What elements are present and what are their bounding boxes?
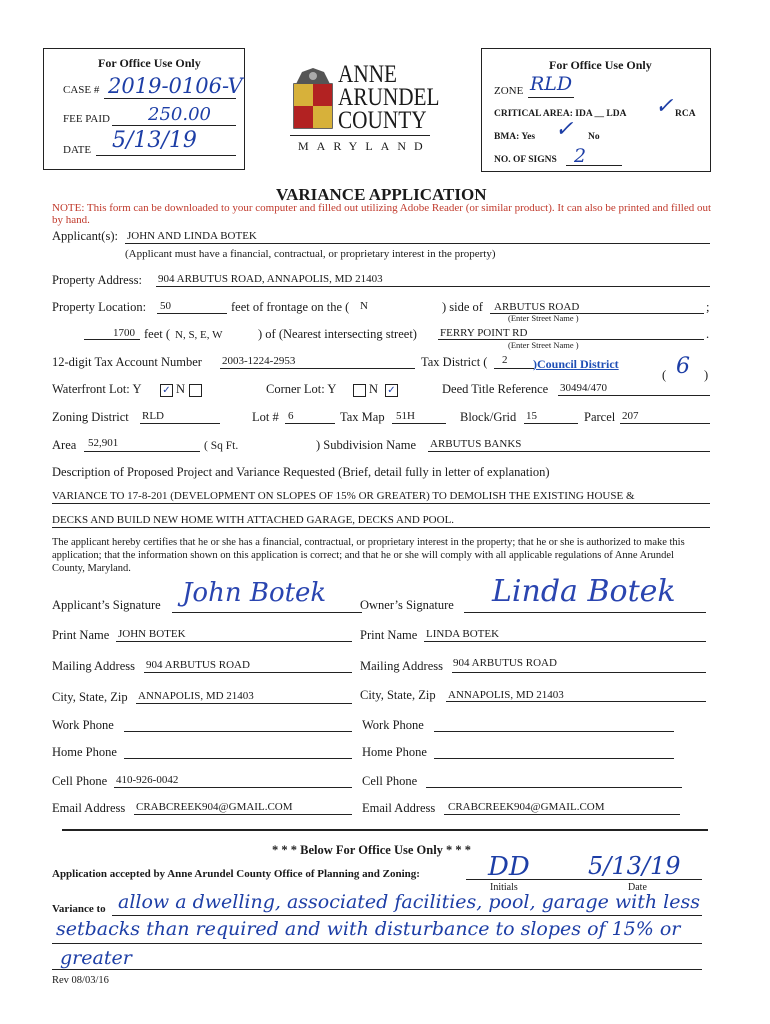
area-label: Area [52,438,77,452]
directions: N, S, E, W [175,329,223,341]
address-label: Property Address: [52,273,142,287]
tax-account-label: 12-digit Tax Account Number [52,355,202,369]
council-label: )Council District [533,357,619,371]
city-applicant[interactable]: ANNAPOLIS, MD 21403 [138,690,254,702]
deed-label: Deed Title Reference [442,382,549,396]
applicants-note: (Applicant must have a financial, contractual, or proprietary interest in the property) [125,248,496,260]
fee-value: 250.00 [148,104,211,125]
accepted-date: 5/13/19 [588,852,681,880]
email-applicant[interactable]: CRABCREEK904@GMAIL.COM [136,801,293,813]
block-label: Block/Grid [460,410,517,424]
zone-value: RLD [530,73,573,95]
print-name-label-applicant: Print Name [52,628,110,642]
critical-area-label: CRITICAL AREA: IDA __ LDA [494,109,627,119]
variance-to-label: Variance to [52,903,106,915]
zoning-value[interactable]: RLD [142,410,164,422]
county-name-line3: COUNTY [338,107,427,134]
nearest-street[interactable]: FERRY POINT RD [440,327,528,339]
taxmap-label: Tax Map [340,410,385,424]
taxmap-value[interactable]: 51H [396,410,415,422]
applicants-value[interactable]: JOHN AND LINDA BOTEK [127,230,257,242]
tax-account-value[interactable]: 2003-1224-2953 [222,355,296,367]
office-use-title-right: For Office Use Only [549,58,652,72]
zone-label: ZONE [494,85,524,97]
location-label: Property Location: [52,300,147,314]
county-state: MARYLAND [298,139,431,153]
waterfront-yes-checkbox[interactable]: ✓ [160,384,173,397]
nearest-label: ) of (Nearest intersecting street) [258,327,417,341]
form-note: NOTE: This form can be downloaded to your computer and filled out utilizing Adobe Reader (or similar product). It can also be printed and filled out by hand. [52,202,712,226]
work-phone-label-applicant: Work Phone [52,718,114,732]
county-seal-icon [290,66,336,136]
owner-signature: Linda Botek [492,574,676,609]
case-number: 2019-0106-V [108,74,243,98]
side-street[interactable]: ARBUTUS ROAD [494,301,580,313]
date-label: DATE [63,144,92,156]
owner-signature-label: Owner’s Signature [360,598,454,612]
enter-street-hint-2: (Enter Street Name ) [508,340,579,350]
feet-distance[interactable]: 1700 [113,327,135,339]
corner-yes-checkbox[interactable] [353,384,366,397]
subdivision-label: ) Subdivision Name [316,438,416,452]
date-label-bottom: Date [628,882,647,893]
sqft-label: ( Sq Ft. [204,440,239,452]
city-label-applicant: City, State, Zip [52,690,128,704]
waterfront-label: Waterfront Lot: Y [52,382,142,396]
mailing-label-applicant: Mailing Address [52,659,135,673]
subdivision-value[interactable]: ARBUTUS BANKS [430,438,522,450]
tax-district-label: Tax District ( [421,355,488,369]
lot-value[interactable]: 6 [288,410,294,422]
critical-lda-check: ✓ [655,94,674,119]
email-label-owner: Email Address [362,801,436,815]
corner-n-label: N [369,382,379,396]
parcel-label: Parcel [584,410,616,424]
zoning-label: Zoning District [52,410,129,424]
city-owner[interactable]: ANNAPOLIS, MD 21403 [448,689,564,701]
description-line-2[interactable]: DECKS AND BUILD NEW HOME WITH ATTACHED GARAGE, DECKS AND POOL. [52,514,455,526]
county-name-line1: ANNE [338,61,398,88]
office-use-title: For Office Use Only [98,56,201,70]
frontage-direction[interactable]: N [360,300,368,312]
semicolon: ; [706,300,710,314]
location-feet[interactable]: 50 [160,300,171,312]
address-value[interactable]: 904 ARBUTUS ROAD, ANNAPOLIS, MD 21403 [158,273,383,285]
mailing-applicant[interactable]: 904 ARBUTUS ROAD [146,659,250,671]
applicants-label: Applicant(s): [52,229,118,243]
enter-street-hint: (Enter Street Name ) [508,313,579,323]
form-title: VARIANCE APPLICATION [276,185,487,204]
section-divider [62,829,708,831]
description-label: Description of Proposed Project and Variance Requested (Brief, detail fully in letter of explanation) [52,465,550,479]
mailing-owner[interactable]: 904 ARBUTUS ROAD [453,657,557,669]
parcel-value[interactable]: 207 [622,410,639,422]
council-value: 6 [676,354,690,379]
frontage-label: feet of frontage on the ( [231,300,350,314]
email-label-applicant: Email Address [52,801,126,815]
period: . [706,327,710,341]
work-phone-label-owner: Work Phone [362,718,424,732]
signs-value: 2 [574,145,587,167]
bma-yes-check: ✓ [555,117,574,142]
initials-value: DD [488,852,530,882]
area-value[interactable]: 52,901 [88,437,119,449]
bma-label: BMA: Yes [494,132,536,142]
accepted-label: Application accepted by Anne Arundel County Office of Planning and Zoning: [52,868,420,880]
bma-no-label: No [588,132,600,142]
corner-no-checkbox[interactable]: ✓ [385,384,398,397]
waterfront-n-label: N [176,382,186,396]
lot-label: Lot # [252,410,279,424]
applicant-signature-label: Applicant’s Signature [52,598,161,612]
waterfront-no-checkbox[interactable] [189,384,202,397]
home-phone-label-applicant: Home Phone [52,745,117,759]
case-label: CASE # [63,84,100,96]
description-line-1[interactable]: VARIANCE TO 17-8-201 (DEVELOPMENT ON SLOPES OF 15% OR GREATER) TO DEMOLISH THE EXISTING HOUSE & [52,490,635,502]
print-name-owner[interactable]: LINDA BOTEK [426,628,500,640]
county-name-line2: ARUNDEL [338,84,440,111]
council-paren-open: ( [662,368,667,382]
block-value[interactable]: 15 [526,410,537,422]
applicant-signature: John Botek [182,578,327,608]
mailing-label-owner: Mailing Address [360,659,443,673]
council-paren-close: ) [704,368,709,382]
feet-label: feet ( [144,327,171,341]
variance-line-3: greater [60,947,132,969]
home-phone-label-owner: Home Phone [362,745,427,759]
date-value: 5/13/19 [112,128,197,153]
print-name-applicant[interactable]: JOHN BOTEK [118,628,186,640]
cell-phone-label-owner: Cell Phone [362,774,418,788]
print-name-label-owner: Print Name [360,628,418,642]
corner-label: Corner Lot: Y [266,382,337,396]
initials-label: Initials [490,882,518,893]
tax-district-value[interactable]: 2 [502,354,508,366]
variance-line-2: setbacks than required and with disturbance to slopes of 15% or [56,918,681,940]
signs-label: NO. OF SIGNS [494,155,557,165]
variance-line-1: allow a dwelling, associated facilities, pool, garage with less [118,891,700,913]
revision-date: Rev 08/03/16 [52,975,109,986]
city-label-owner: City, State, Zip [360,688,436,702]
side-label: ) side of [442,300,483,314]
cell-phone-applicant[interactable]: 410-926-0042 [116,774,179,786]
email-owner[interactable]: CRABCREEK904@GMAIL.COM [448,801,605,813]
certification-text: The applicant hereby certifies that he or she has a financial, contractual, or proprietary interest in the property; that he or she is authorized to make this application; that the information shown on this application is correct; and that he or she will comply with all applicable regulations of Anne Arundel County, Maryland. [52,537,685,574]
deed-value[interactable]: 30494/470 [560,382,608,394]
cell-phone-label-applicant: Cell Phone [52,774,108,788]
fee-label: FEE PAID [63,113,110,125]
rca-label: RCA [675,109,696,119]
office-bottom-title: * * * Below For Office Use Only * * * [272,843,472,857]
